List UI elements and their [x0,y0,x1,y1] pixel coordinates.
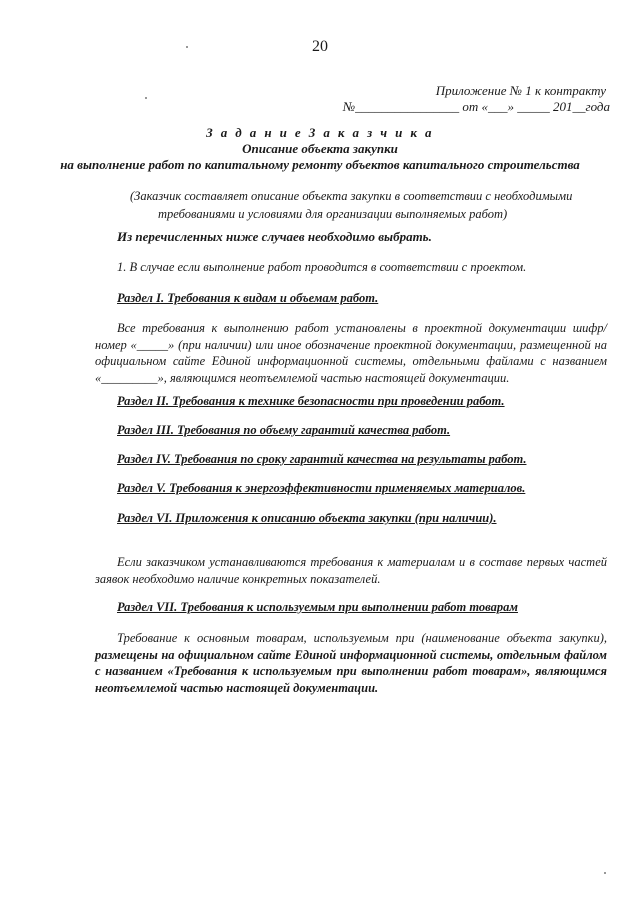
section-6-heading: Раздел VI. Приложения к описанию объекта закупки (при наличии). [117,511,497,525]
section-7-text-bold: размещены на официальном сайте Единой информационной системы, отдельным файлом с названием «Требования к используемым при выполнении работ товарам», являющимся неотъемлемой частью настоящей документации. [95,647,607,695]
section-2-heading: Раздел II. Требования к технике безопасности при проведении работ. [117,394,505,408]
scan-speck [604,872,606,874]
choose-instruction: Из перечисленных ниже случаев необходимо выбрать. [117,229,432,244]
section-1-text [95,320,607,386]
materials-note-text: Если заказчиком устанавливаются требования к материалам и в составе первых частей заявок необходимо наличие конкретных показателей. [95,555,607,586]
section-4-heading: Раздел IV. Требования по сроку гарантий качества на результаты работ. [117,452,527,466]
section-5-heading: Раздел V. Требования к энергоэффективности применяемых материалов. [117,481,526,495]
materials-note [95,554,607,587]
section-1-paragraph: Все требования к выполнению работ установлены в проектной документации шифр/номер «_____» (при наличии) или иное обозначение проектной документации, размещенной на официальном сайте Единой информационной системы, отдельными файлами с названием «_________», являющимся неотъемлемой частью настоящей документации. [95,321,607,385]
instruction-note [130,187,610,223]
section-7-paragraph [95,630,607,696]
annex-label: Приложение № 1 к контракту [435,83,606,98]
document-subtitle-works: на выполнение работ по капитальному ремонту объектов капитального строительства [60,157,580,172]
section-7-text-regular: Требование к основным товарам, используемым при (наименование объекта закупки), [117,631,607,645]
document-title: З а д а н и е З а к а з ч и к а [206,125,434,140]
section-3-heading: Раздел III. Требования по объему гарантий качества работ. [117,423,451,437]
section-7-text [95,630,607,696]
scan-speck [145,97,147,99]
section-1-heading: Раздел I. Требования к видам и объемам работ. [117,291,379,305]
contract-number-line: №________________ от «___» _____ 201__года [342,99,610,114]
section-7-heading: Раздел VII. Требования к используемым при выполнении работ товарам [117,600,518,614]
instruction-note-line2: требованиями и условиями для организации выполняемых работ) [158,207,508,221]
document-subtitle: Описание объекта закупки [242,141,398,156]
case-1-text: 1. В случае если выполнение работ проводится в соответствии с проектом. [117,260,527,274]
page-number: 20 [312,38,328,55]
instruction-note-line1: (Заказчик составляет описание объекта закупки в соответствии с необходимыми [130,189,573,203]
